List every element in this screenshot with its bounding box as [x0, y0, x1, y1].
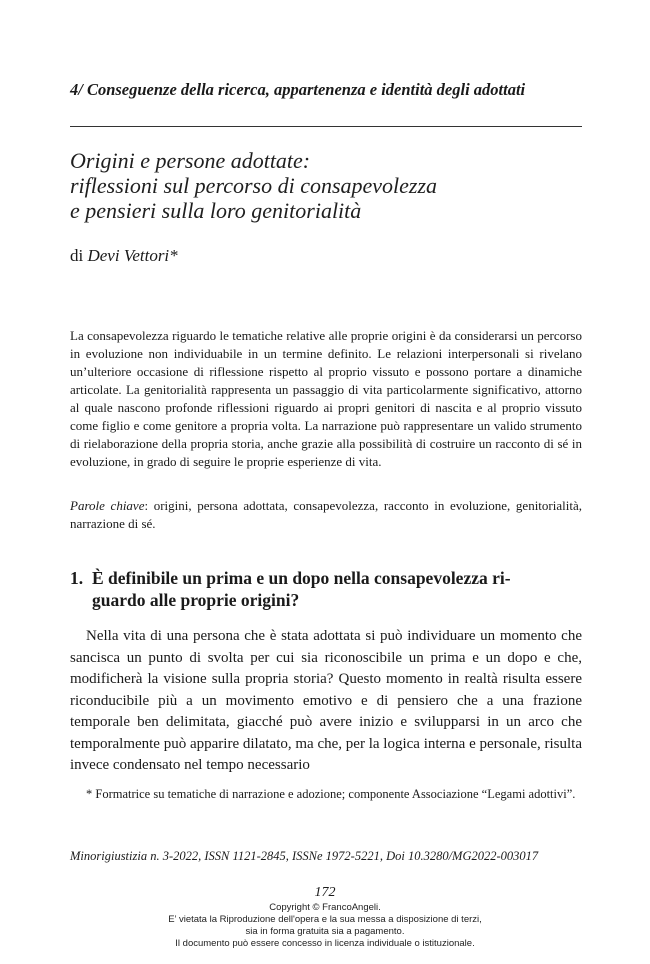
title-line-1: Origini e persone adottate:	[70, 148, 311, 173]
abstract: La consapevolezza riguardo le tematiche relative alle proprie origini è da considerarsi un percorso in evoluzione non individuabile in un termine definito. Le relazioni interpersonali si rivelano un’ulteriore occasione di riflessione rispetto al proprio vissuto e possono portare a dinamiche articolate. La genitorialità rappresenta un passaggio di vita particolarmente significativo, attorno al quale nascono profonde riflessioni riguardo ai propri genitori di nascita e al proprio vissuto come figlio e come genitore a propria volta. La narrazione può rappresentare un valido strumento di rielaborazione della propria storia, anche grazie alla possibilità di costruire un racconto di sé in evoluzione, in grado di seguire le proprie esperienze di vita.	[70, 328, 582, 469]
title-line-3: e pensieri sulla loro genitorialità	[70, 198, 362, 223]
section-1-heading	[70, 567, 582, 611]
author-name: Devi Vettori*	[87, 246, 178, 265]
title-line-2: riflessioni sul percorso di consapevolezza	[70, 173, 438, 198]
footnote: * Formatrice su tematiche di narrazione e adozione; componente Associazione “Legami adottivi”.	[86, 787, 576, 801]
copyright-line-2: E’ vietata la Riproduzione dell'opera e la sua messa a disposizione di terzi,	[168, 914, 482, 925]
copyright-notice	[0, 902, 650, 950]
article-title	[70, 148, 582, 223]
copyright-line-3: sia in forma gratuita sia a pagamento.	[245, 926, 405, 937]
keywords	[70, 497, 582, 533]
section-1-heading-line-2: guardo alle proprie origini?	[92, 590, 300, 610]
keywords-label: Parole chiave	[70, 498, 145, 513]
section-heading: 4/ Conseguenze della ricerca, appartenenza e identità degli adottati	[70, 80, 526, 99]
keywords-text: : origini, persona adottata, consapevolezza, racconto in evoluzione, genitorialità, narrazione di sé.	[70, 498, 582, 531]
copyright-line-4: Il documento può essere concesso in licenza individuale o istituzionale.	[175, 938, 475, 949]
body-paragraph: Nella vita di una persona che è stata adottata si può individuare un momento che sancisca un punto di svolta per cui sia riconoscibile un prima e un dopo e che, modificherà la visione sulla propria storia? Questo momento in realtà risulta essere riconducibile più a un movimento emotivo e di pensiero che a una frazione temporale ben delimitata, giacché può avere inizio e svilupparsi in un arco che temporalmente può apparire dilatato, ma che, per la logica interna e personale, risulta invece condensato nel tempo necessario	[70, 628, 582, 773]
page-number: 172	[314, 885, 336, 900]
author-prefix: di	[70, 246, 84, 265]
copyright-line-1: Copyright © FrancoAngeli.	[269, 902, 381, 913]
section-1-number: 1.	[70, 568, 84, 588]
heading-divider	[70, 126, 582, 127]
author-byline	[70, 246, 178, 266]
section-1-heading-line-1: È definibile un prima e un dopo nella consapevolezza ri-	[92, 568, 511, 588]
journal-citation: Minorigiustizia n. 3-2022, ISSN 1121-2845, ISSNe 1972-5221, Doi 10.3280/MG2022-003017	[70, 849, 539, 863]
